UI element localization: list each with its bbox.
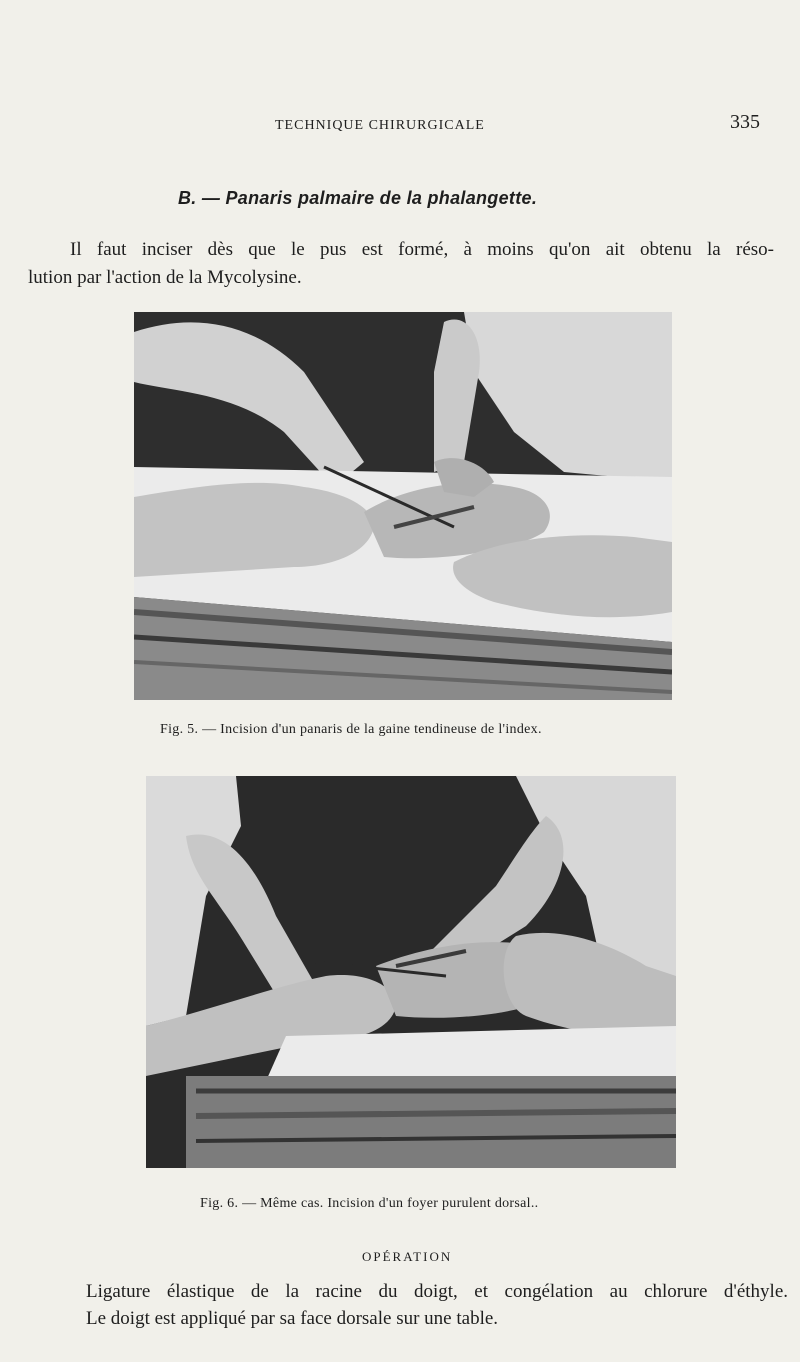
operation-line-2: Le doigt est appliqué par sa face dorsale sur une table. — [86, 1308, 499, 1329]
intro-paragraph — [28, 236, 774, 292]
running-title: TECHNIQUE CHIRURGICALE — [275, 118, 485, 133]
figure-5-caption: Fig. 5. — Incision d'un panaris de la gaine tendineuse de l'index. — [160, 722, 542, 737]
operation-line-1: Ligature élastique de la racine du doigt, et congélation au chlorure d'éthyle. — [86, 1281, 788, 1302]
intro-line-1: Il faut inciser dès que le pus est formé, à moins qu'on ait obtenu la réso- — [70, 239, 774, 260]
operation-paragraph — [86, 1278, 788, 1332]
figure-6-caption: Fig. 6. — Même cas. Incision d'un foyer purulent dorsal.. — [200, 1196, 539, 1211]
operation-subheading: OPÉRATION — [362, 1249, 453, 1264]
figure-5-photo — [134, 312, 672, 700]
section-heading: B. — Panaris palmaire de la phalangette. — [178, 188, 538, 208]
figure-6-photo — [146, 776, 676, 1168]
intro-line-2: lution par l'action de la Mycolysine. — [28, 267, 302, 288]
page-number: 335 — [730, 111, 760, 133]
